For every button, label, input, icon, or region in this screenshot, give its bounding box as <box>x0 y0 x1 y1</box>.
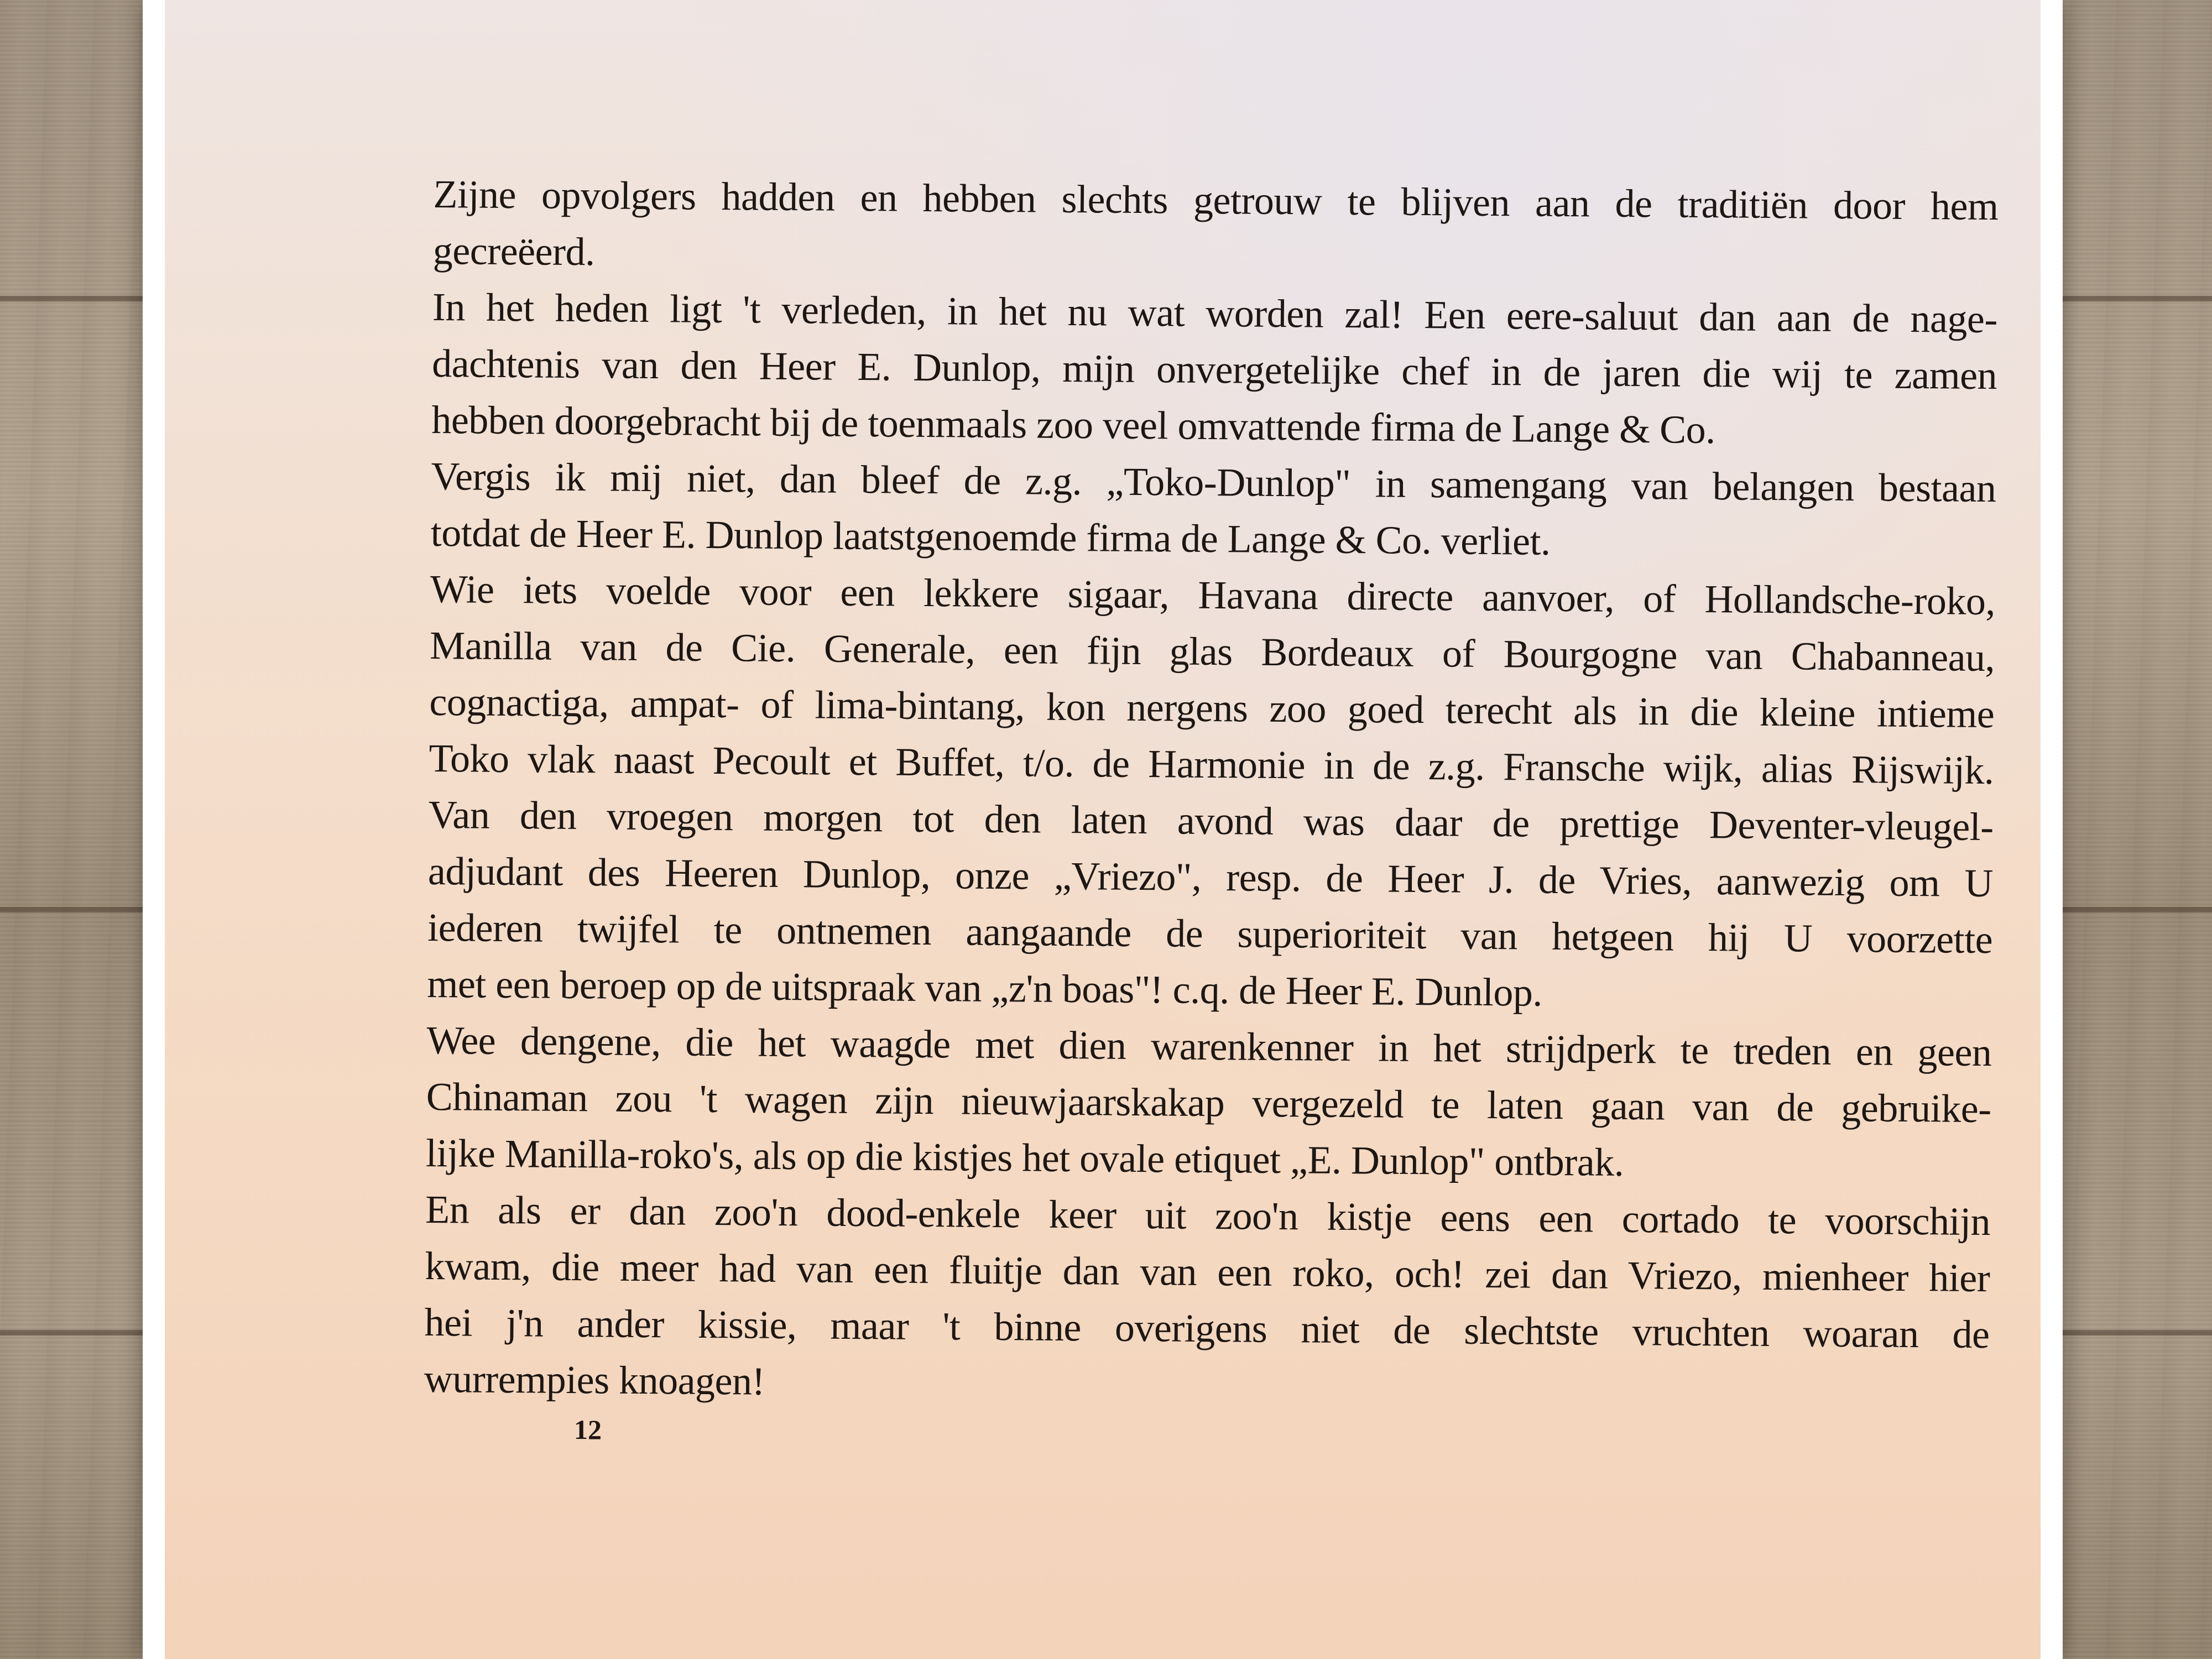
photo-frame <box>143 0 2063 1659</box>
text-line: Wee dengene, die het waagde met dien warenkenner in het strijdperk te treden en geen <box>426 1018 1992 1075</box>
text-line: lijke Manilla-roko's, als op die kistjes het ovale etiquet „E. Dunlop" ontbrak. <box>425 1130 1624 1185</box>
book-page <box>165 0 2041 1659</box>
text-line: hei j'n ander kissie, maar 't binne overigens niet de slechtste vruchten woaran de <box>424 1300 1990 1357</box>
text-line: met een beroep op de uitspraak van „z'n boas"! c.q. de Heer E. Dunlop. <box>427 961 1543 1015</box>
text-line: Van den vroegen morgen tot den laten avond was daar de prettige Deventer-vleugel- <box>428 792 1994 849</box>
text-line: hebben doorgebracht bij de toenmaals zoo veel omvattende firma de Lange & Co. <box>431 397 1716 452</box>
text-line: totdat de Heer E. Dunlop laatstgenoemde firma de Lange & Co. verliet. <box>430 510 1551 564</box>
text-line: adjudant des Heeren Dunlop, onze „Vriezo", resp. de Heer J. de Vries, aanwezig om U <box>427 848 1994 906</box>
text-line: kwam, die meer had van een fluitje dan van een roko, och! zei dan Vriezo, mienheer hier <box>425 1243 1990 1301</box>
text-line: Chinaman zou 't wagen zijn nieuwjaarskakap vergezeld te laten gaan van de gebruike- <box>426 1074 1992 1131</box>
text-line: wurrempies knoagen! <box>424 1356 765 1404</box>
text-line: iederen twijfel te ontnemen aangaande de superioriteit van hetgeen hij U voorzette <box>427 905 1993 962</box>
body-text <box>424 166 1999 1419</box>
text-line: Toko vlak naast Pecoult et Buffet, t/o. de Harmonie in de z.g. Fransche wijk, alias Rijswijk. <box>429 735 1994 793</box>
text-line: Zijne opvolgers hadden en hebben slechts getrouw te blijven aan de traditiën door hem <box>433 171 1999 229</box>
text-line: En als er dan zoo'n dood-enkele keer uit zoo'n kistje eens een cortado te voorschijn <box>425 1187 1991 1244</box>
text-line: dachtenis van den Heer E. Dunlop, mijn onvergetelijke chef in de jaren die wij te zamen <box>431 341 1997 398</box>
page-number: 12 <box>574 1414 602 1445</box>
text-line: Manilla van de Cie. Generale, een fijn glas Bordeaux of Bourgogne van Chabanneau, <box>429 623 1995 680</box>
text-line: gecreëerd. <box>432 228 595 274</box>
text-line: In het heden ligt 't verleden, in het nu wat worden zal! Een eere-saluut dan aan de nage- <box>432 284 1998 342</box>
text-line: cognactiga, ampat- of lima-bintang, kon nergens zoo goed terecht als in die kleine intieme <box>429 679 1995 737</box>
text-line: Vergis ik mij niet, dan bleef de z.g. „Toko-Dunlop" in samengang van belangen bestaan <box>431 453 1996 511</box>
text-line: Wie iets voelde voor een lekkere sigaar, Havana directe aanvoer, of Hollandsche-roko, <box>430 566 1996 624</box>
